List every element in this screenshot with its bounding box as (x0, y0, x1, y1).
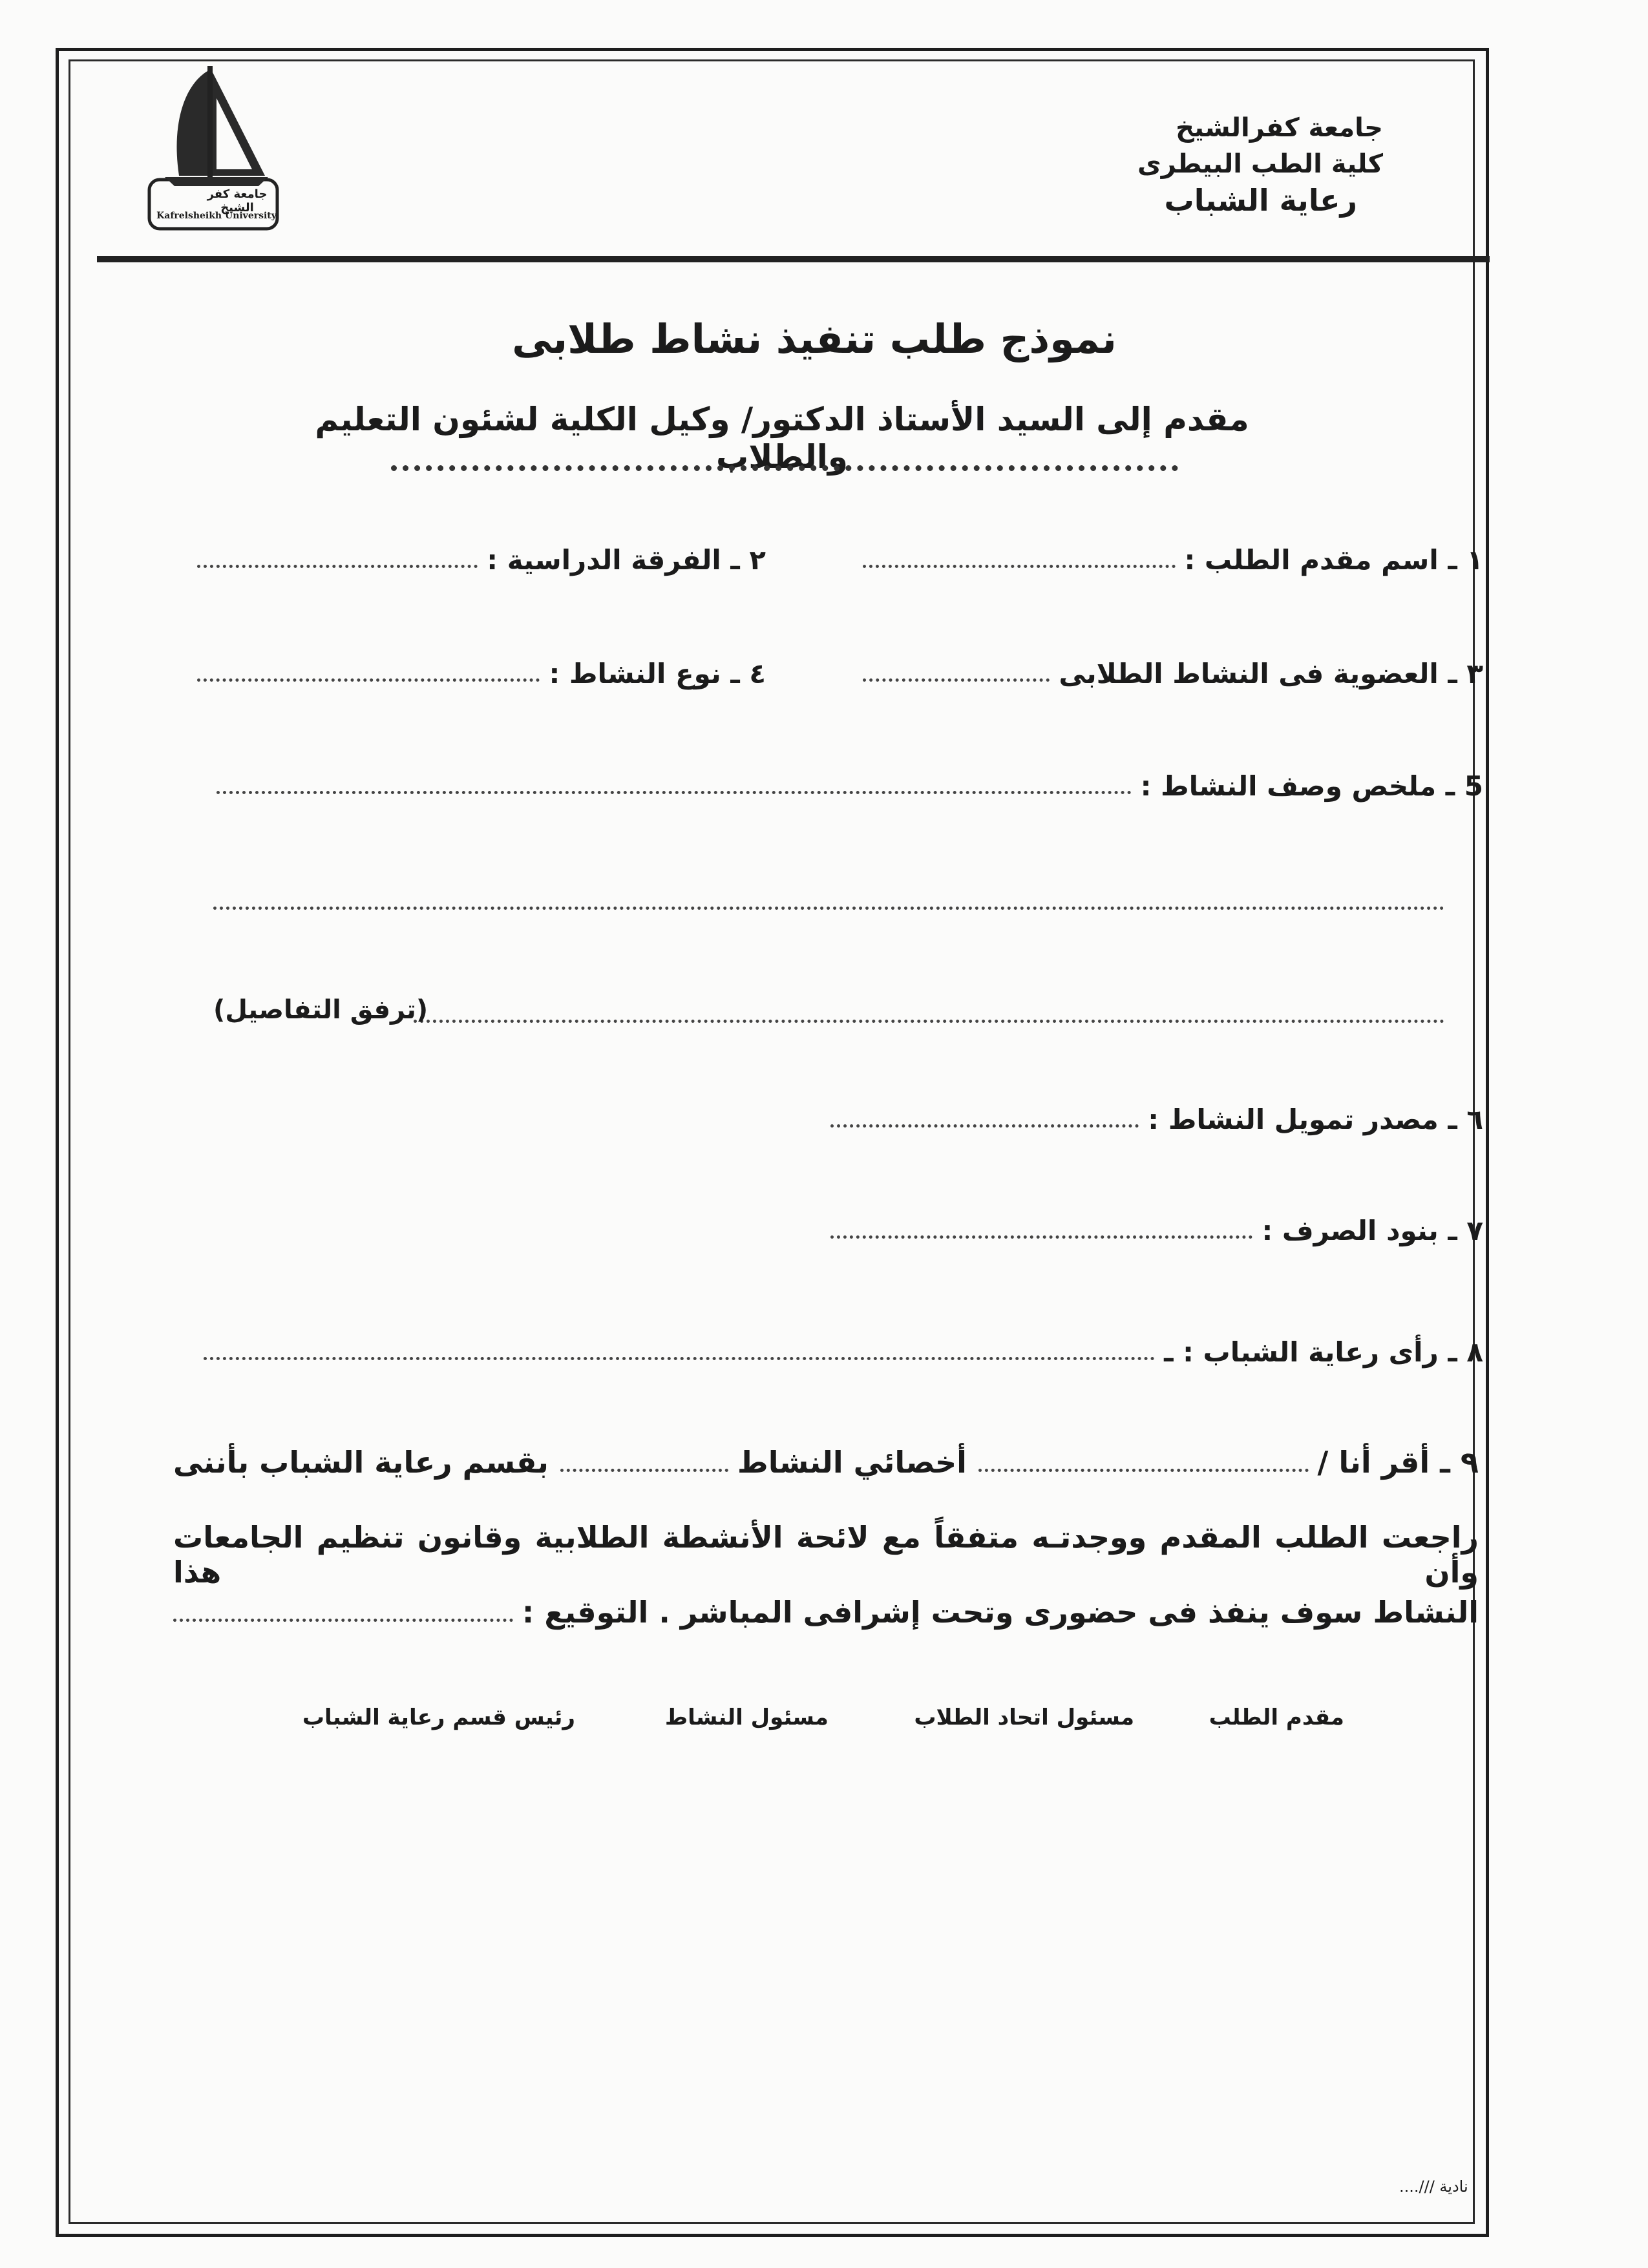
logo-english-text: Kafrelsheikh University (156, 211, 277, 221)
field-expense-items-blank[interactable] (830, 1235, 1252, 1239)
declaration-signature-label: النشاط سوف ينفذ فى حضورى وتحت إشرافى المباشر . التوقيع : (522, 1595, 1479, 1630)
field-youth-care-opinion[interactable] (204, 1336, 1483, 1368)
field-activity-type[interactable] (197, 658, 766, 689)
form-title: نموذج طلب تنفيذ نشاط طلابى (512, 315, 1117, 362)
declaration-department: بقسم رعاية الشباب بأننى (173, 1445, 549, 1480)
field-applicant-name-label: ١ ـ اسم مقدم الطلب : (1184, 544, 1483, 576)
field-academic-year-blank[interactable] (197, 565, 478, 568)
field-activity-summary-line-3[interactable] (414, 1020, 1444, 1023)
field-applicant-name-blank[interactable] (863, 565, 1176, 568)
field-funding-source[interactable] (830, 1104, 1483, 1135)
field-applicant-name[interactable] (863, 544, 1483, 576)
declaration-line-1 (173, 1445, 1479, 1480)
field-membership[interactable] (863, 658, 1483, 689)
logo-arabic-text: جامعة كفر الشيخ (207, 187, 268, 215)
attach-details-note: (ترفق التفاصيل) (213, 995, 428, 1025)
field-funding-source-blank[interactable] (830, 1124, 1139, 1128)
department-name: رعاية الشباب (1164, 183, 1357, 218)
declaration-signature-blank[interactable] (173, 1619, 513, 1622)
declaration-role-blank[interactable] (560, 1469, 728, 1472)
organization-header (1137, 110, 1383, 218)
field-activity-summary-blank[interactable] (217, 791, 1132, 794)
declaration-line-2: راجعت الطلب المقدم ووجدتـه متفقاً مع لائحة الأنشطة الطلابية وقانون تنظيم الجامعات وأن هذا (173, 1520, 1479, 1590)
field-expense-items[interactable] (830, 1215, 1483, 1246)
field-academic-year-label: ٢ ـ الفرقة الدراسية : (487, 544, 766, 576)
header-divider (97, 256, 1490, 262)
field-activity-summary-line-2[interactable] (213, 907, 1444, 910)
title-dotted-divider (391, 465, 1178, 471)
signature-applicant: مقدم الطلب (1209, 1705, 1344, 1730)
field-activity-type-label: ٤ ـ نوع النشاط : (549, 658, 766, 689)
field-youth-care-opinion-label: ٨ ـ رأى رعاية الشباب : ـ (1164, 1336, 1483, 1368)
footer-initials: نادية ///.... (1399, 2178, 1468, 2196)
signature-activity-officer: مسئول النشاط (664, 1705, 829, 1730)
field-expense-items-label: ٧ ـ بنود الصرف : (1262, 1215, 1483, 1246)
declaration-intro: ٩ ـ أقر أنا / (1317, 1445, 1479, 1480)
field-activity-summary-label: 5 ـ ملخص وصف النشاط : (1140, 770, 1483, 802)
field-activity-summary[interactable] (217, 770, 1483, 802)
signature-student-union: مسئول اتحاد الطلاب (914, 1705, 1134, 1730)
field-membership-blank[interactable] (863, 678, 1050, 682)
field-youth-care-opinion-blank[interactable] (204, 1357, 1155, 1360)
field-academic-year[interactable] (197, 544, 766, 576)
field-activity-type-blank[interactable] (197, 678, 540, 682)
form-subtitle: مقدم إلى السيد الأستاذ الدكتور/ وكيل الكلية لشئون التعليم والطلاب (315, 401, 1249, 476)
declaration-name-blank[interactable] (978, 1469, 1309, 1472)
declaration-role: أخصائي النشاط (737, 1445, 967, 1480)
university-name: جامعة كفرالشيخ (1176, 113, 1383, 143)
field-membership-label: ٣ ـ العضوية فى النشاط الطلابى (1059, 658, 1483, 689)
declaration-line-3 (173, 1595, 1479, 1630)
field-funding-source-label: ٦ ـ مصدر تمويل النشاط : (1148, 1104, 1483, 1135)
page-border-inner (69, 59, 1475, 2224)
signature-youth-care-head: رئيس قسم رعاية الشباب (302, 1705, 575, 1730)
faculty-name: كلية الطب البيطرى (1137, 149, 1383, 179)
